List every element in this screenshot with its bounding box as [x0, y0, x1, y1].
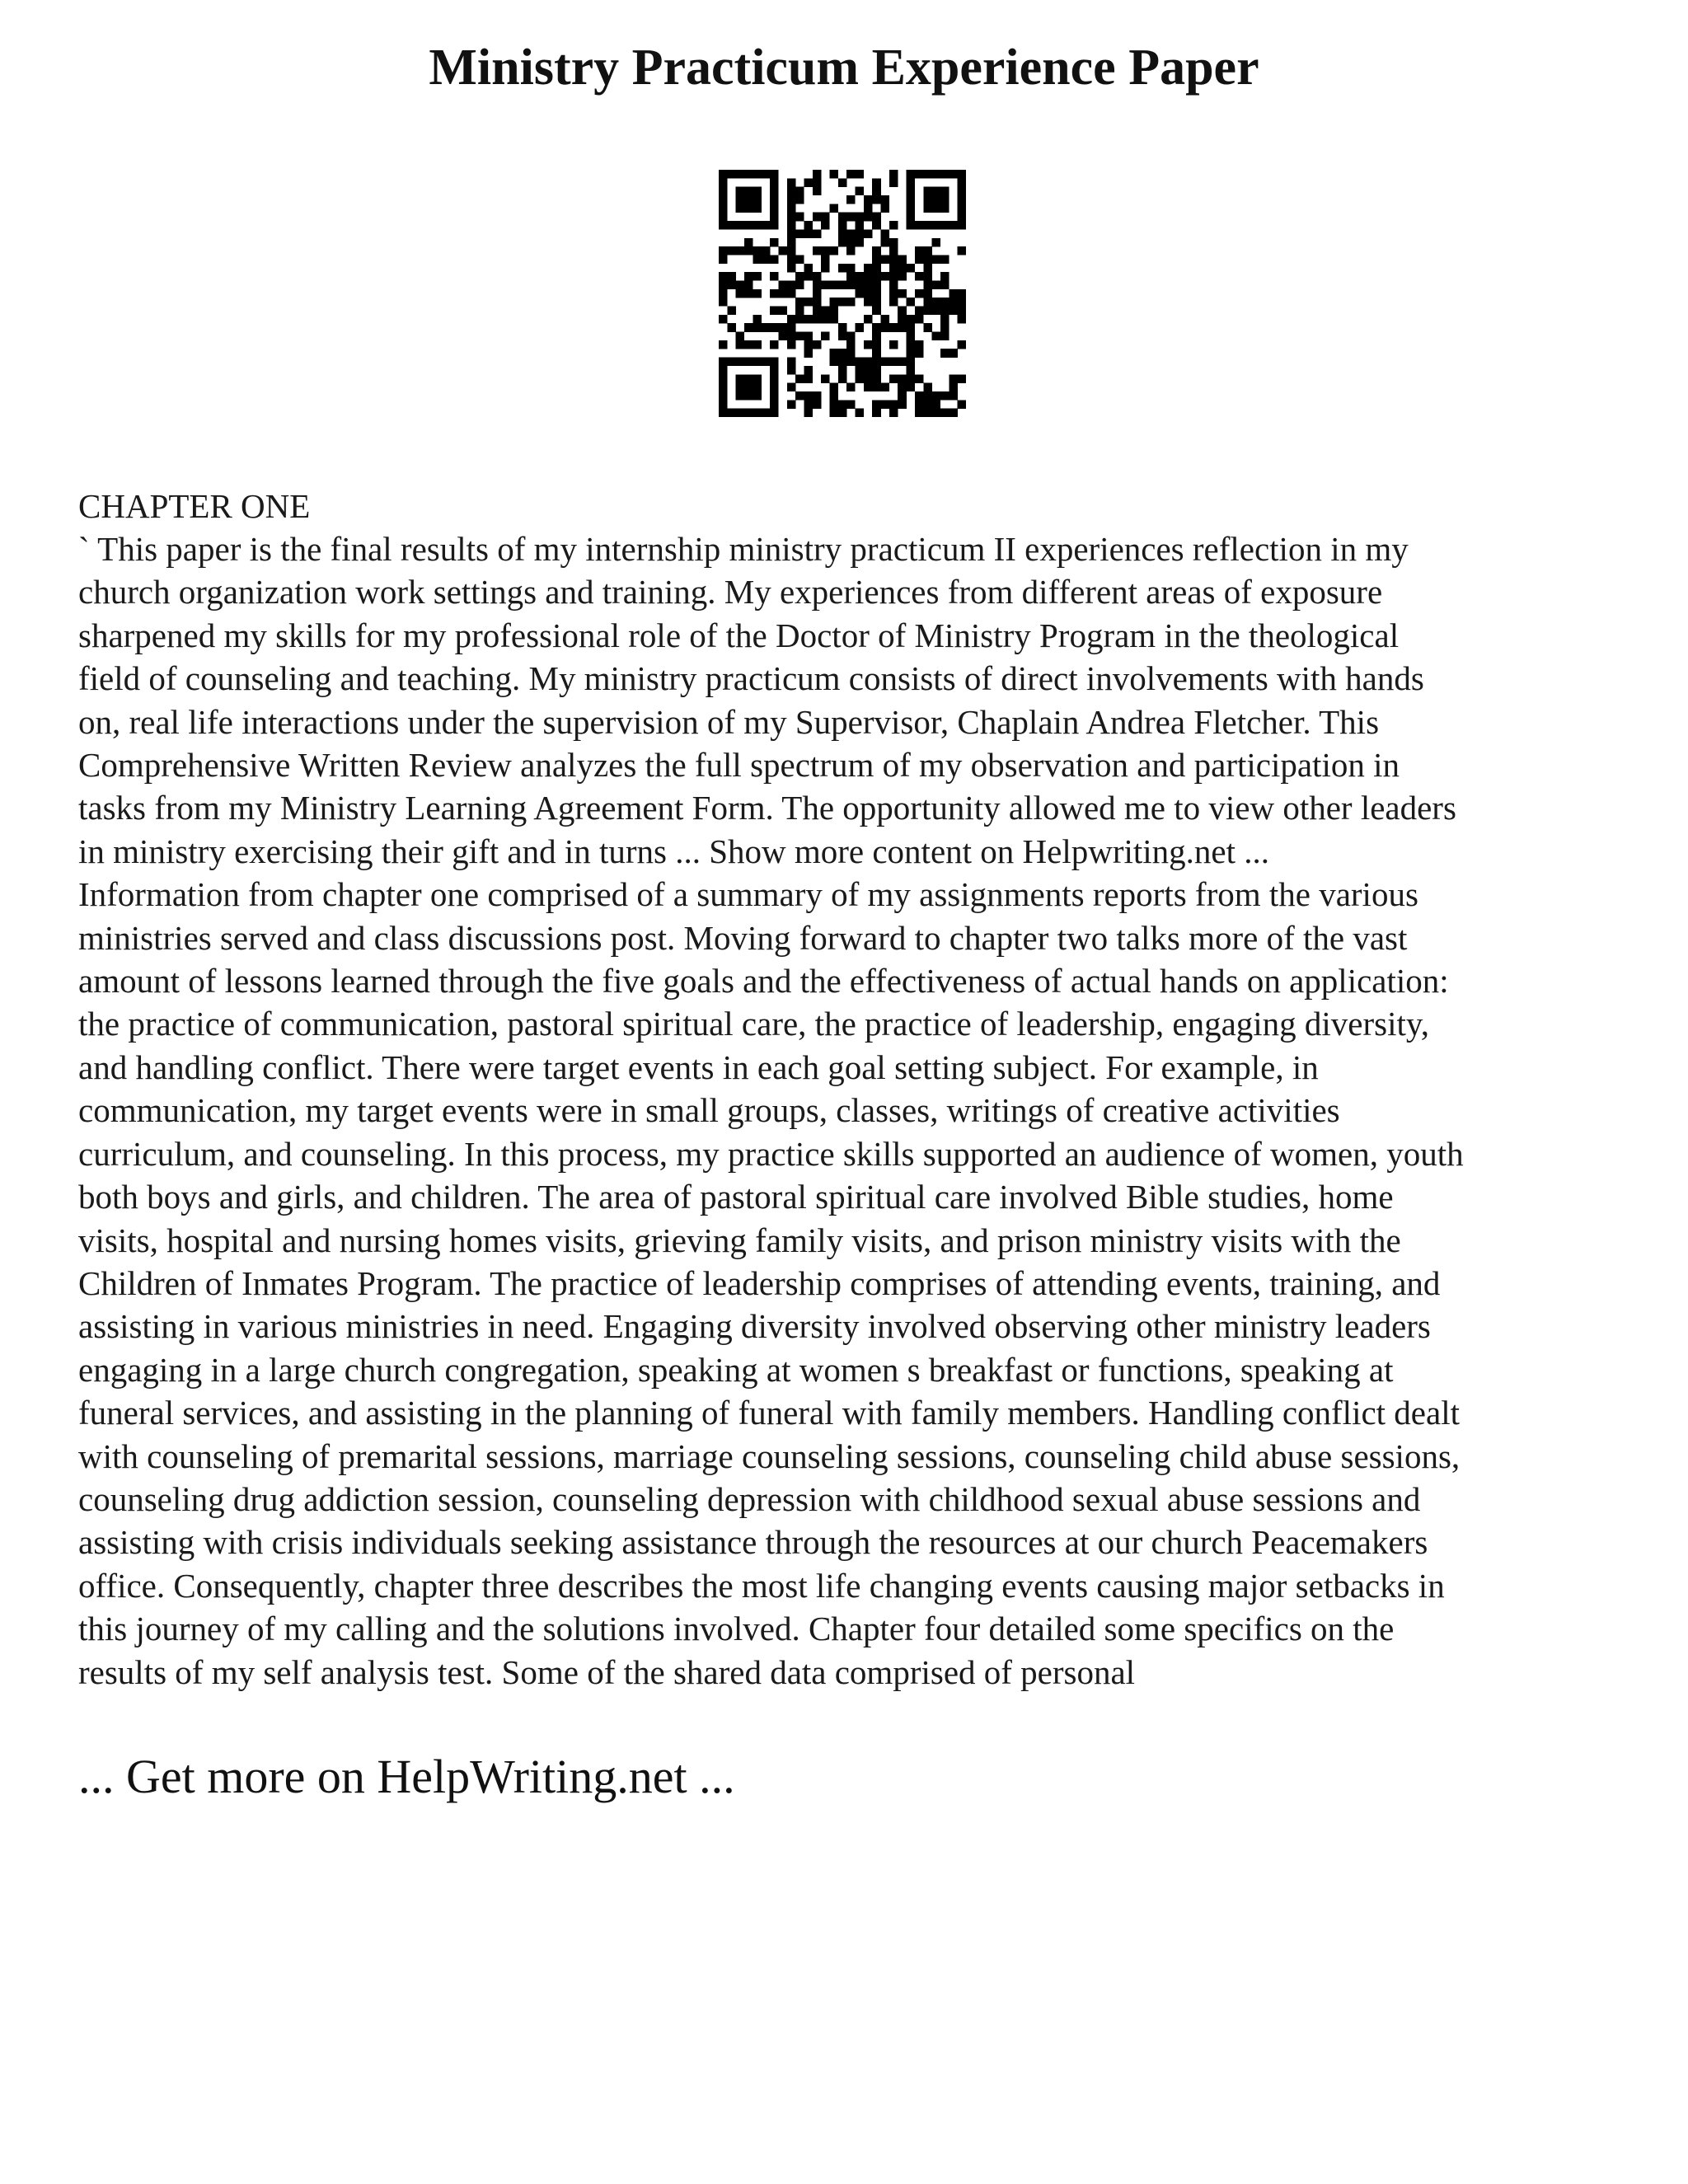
body-line: communication, my target events were in small groups, classes, writings of creative activities: [78, 1091, 1340, 1130]
body-line: office. Consequently, chapter three describes the most life changing events causing major setbacks in: [78, 1566, 1445, 1605]
qr-code-icon[interactable]: [719, 170, 966, 417]
body-line: funeral services, and assisting in the planning of funeral with family members. Handling conflict dealt: [78, 1394, 1460, 1432]
body-line: the practice of communication, pastoral spiritual care, the practice of leadership, engaging diversity,: [78, 1005, 1429, 1043]
chapter-heading: CHAPTER ONE: [78, 487, 311, 525]
body-line: with counseling of premarital sessions, marriage counseling sessions, counseling child abuse sessions,: [78, 1436, 1461, 1475]
body-line: Children of Inmates Program. The practice of leadership comprises of attending events, training, and: [78, 1263, 1441, 1302]
body-line: on, real life interactions under the supervision of my Supervisor, Chaplain Andrea Fletcher. This: [78, 702, 1380, 741]
body-line: both boys and girls, and children. The area of pastoral spiritual care involved Bible studies, home: [78, 1178, 1394, 1216]
body-line: ministries served and class discussions post. Moving forward to chapter two talks more of the vast: [78, 918, 1408, 957]
body-line: curriculum, and counseling. In this process, my practice skills supported an audience of women, youth: [78, 1134, 1464, 1173]
body-line: this journey of my calling and the solutions involved. Chapter four detailed some specifics on the: [78, 1610, 1395, 1648]
body-line: and handling conflict. There were target events in each goal setting subject. For example, in: [78, 1047, 1319, 1086]
body-line: visits, hospital and nursing homes visits, grieving family visits, and prison ministry visits with the: [78, 1221, 1401, 1259]
body-line: sharpened my skills for my professional role of the Doctor of Ministry Program in the theological: [78, 616, 1400, 654]
body-line: in ministry exercising their gift and in turns ... Show more content on Helpwriting.net ...: [78, 832, 1270, 870]
body-line: Comprehensive Written Review analyzes the full spectrum of my observation and participation in: [78, 746, 1400, 785]
page-title: Ministry Practicum Experience Paper: [429, 40, 1259, 96]
body-line: results of my self analysis test. Some of the shared data comprised of personal: [78, 1652, 1136, 1691]
body-line: ` This paper is the final results of my internship ministry practicum II experiences reflection in my: [78, 530, 1409, 568]
qr-code-graphic: [719, 170, 966, 417]
body-line: counseling drug addiction session, counseling depression with childhood sexual abuse sessions and: [78, 1479, 1421, 1518]
body-line: amount of lessons learned through the five goals and the effectiveness of actual hands on application:: [78, 962, 1449, 1001]
body-paragraph: [78, 527, 1628, 1694]
body-line: engaging in a large church congregation, speaking at women s breakfast or functions, speaking at: [78, 1350, 1394, 1389]
body-line: tasks from my Ministry Learning Agreement Form. The opportunity allowed me to view other leaders: [78, 789, 1456, 827]
body-line: assisting with crisis individuals seeking assistance through the resources at our church Peacemakers: [78, 1523, 1428, 1562]
body-line: church organization work settings and training. My experiences from different areas of exposure: [78, 573, 1383, 612]
body-line: assisting in various ministries in need. Engaging diversity involved observing other ministry leaders: [78, 1307, 1431, 1346]
get-more-link[interactable]: ... Get more on HelpWriting.net ...: [78, 1750, 735, 1803]
body-line: field of counseling and teaching. My ministry practicum consists of direct involvements with hands: [78, 659, 1424, 698]
body-line: Information from chapter one comprised of a summary of my assignments reports from the various: [78, 875, 1418, 914]
